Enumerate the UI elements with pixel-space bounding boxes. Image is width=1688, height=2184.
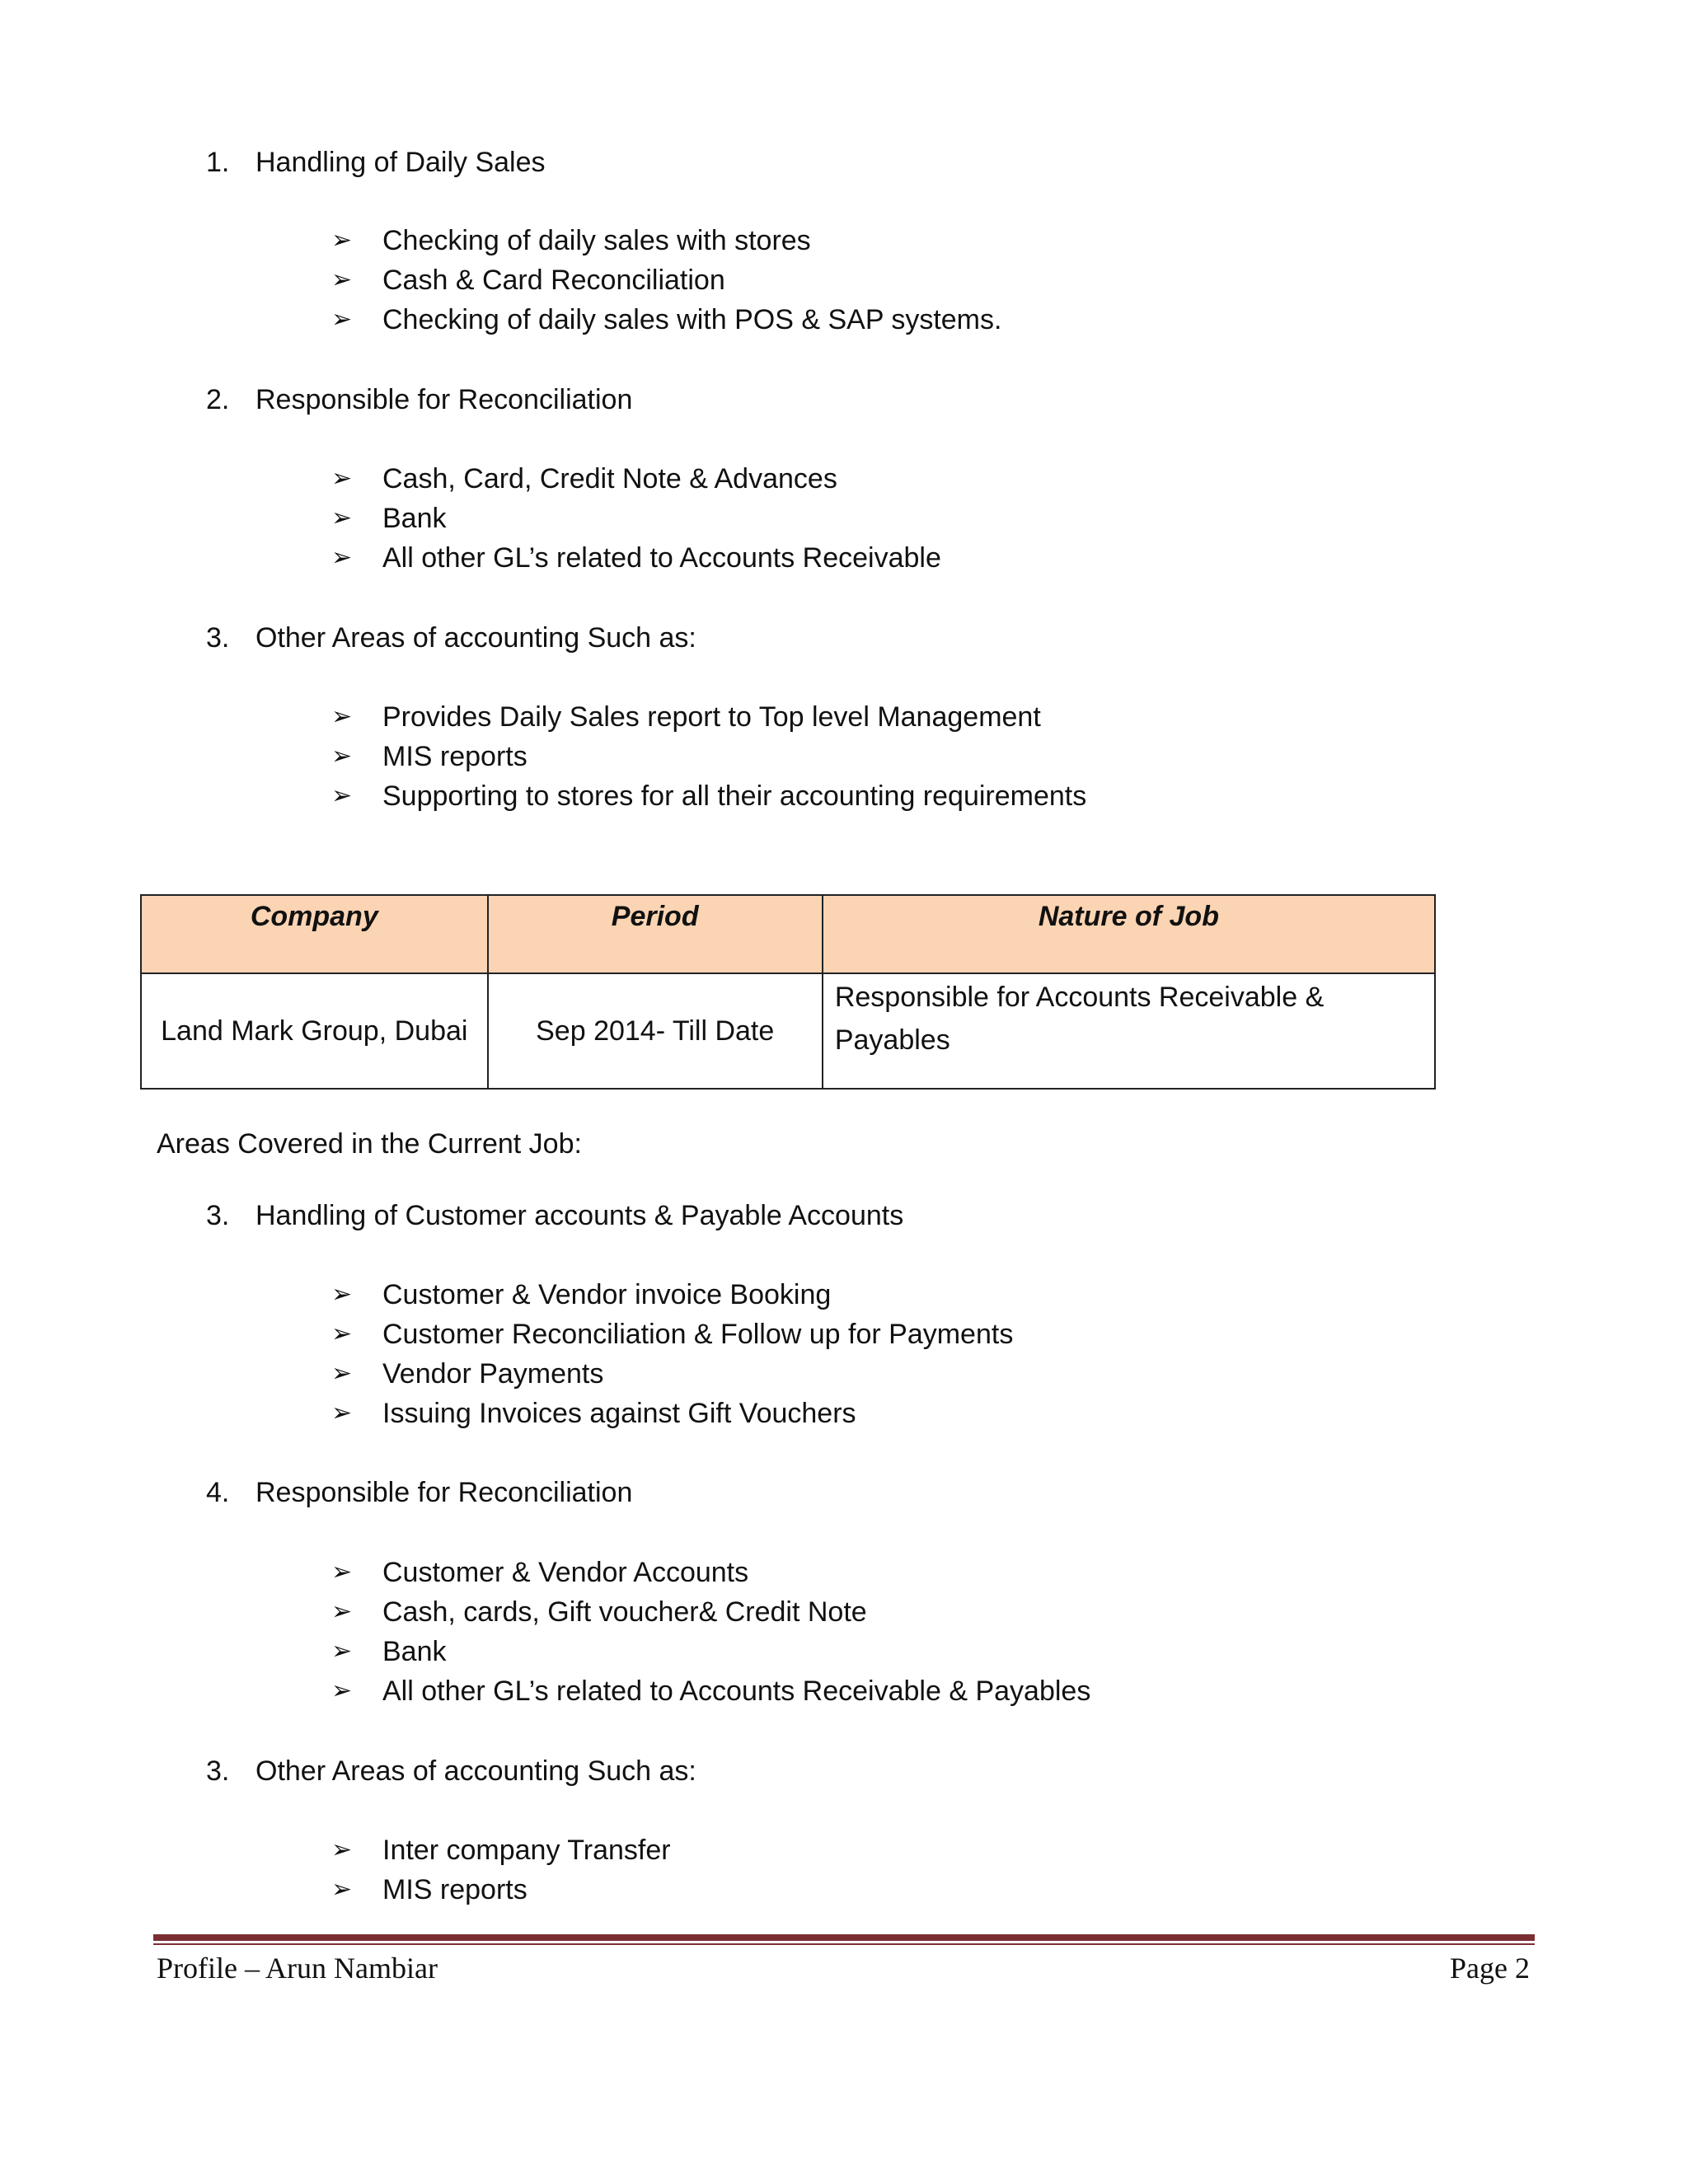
areas-covered-heading: Areas Covered in the Current Job:	[157, 1128, 582, 1160]
item-number: 2.	[206, 384, 230, 415]
arrow-bullet-icon: ➢	[331, 1677, 353, 1704]
arrow-bullet-icon: ➢	[331, 1836, 353, 1863]
footer-page-number: Page 2	[1450, 1952, 1530, 1985]
item-number: 1.	[206, 147, 230, 178]
arrow-bullet-icon: ➢	[331, 227, 353, 254]
numbered-heading	[206, 1755, 696, 1788]
item-title: Responsible for Reconciliation	[256, 384, 633, 415]
item-title: Handling of Customer accounts & Payable Accounts	[256, 1200, 904, 1231]
footer-rule	[153, 1934, 1535, 1941]
cell-nature	[823, 973, 1435, 1089]
arrow-bullet-icon: ➢	[331, 1320, 353, 1347]
arrow-bullet-icon: ➢	[331, 1360, 353, 1387]
nature-line: Responsible for Accounts Receivable &	[834, 982, 1325, 1013]
numbered-heading	[206, 383, 632, 416]
cell-company: Land Mark Group, Dubai	[141, 973, 488, 1089]
arrow-bullet-icon: ➢	[331, 266, 353, 293]
item-title: Handling of Daily Sales	[256, 147, 546, 178]
numbered-heading	[206, 1199, 903, 1232]
arrow-bullet-icon: ➢	[331, 306, 353, 333]
item-title: Responsible for Reconciliation	[256, 1477, 633, 1508]
item-title: Other Areas of accounting Such as:	[256, 622, 696, 654]
item-number: 4.	[206, 1477, 230, 1508]
footer-rule-thin	[153, 1943, 1535, 1945]
arrow-bullet-icon: ➢	[331, 465, 353, 492]
item-title: Other Areas of accounting Such as:	[256, 1755, 696, 1787]
item-number: 3.	[206, 1755, 230, 1787]
table-row	[141, 973, 1435, 1089]
numbered-heading	[206, 1476, 632, 1509]
column-header-period: Period	[488, 895, 823, 973]
footer-profile-name: Profile – Arun Nambiar	[157, 1952, 438, 1985]
numbered-heading	[206, 146, 546, 179]
arrow-bullet-icon: ➢	[331, 743, 353, 770]
arrow-bullet-icon: ➢	[331, 1399, 353, 1427]
arrow-bullet-icon: ➢	[331, 1558, 353, 1586]
job-table	[140, 894, 1436, 1090]
item-number: 3.	[206, 622, 230, 654]
arrow-bullet-icon: ➢	[331, 544, 353, 571]
arrow-bullet-icon: ➢	[331, 782, 353, 809]
table-header-row	[141, 895, 1435, 973]
nature-line: Payables	[834, 1024, 950, 1056]
arrow-bullet-icon: ➢	[331, 1598, 353, 1625]
arrow-bullet-icon: ➢	[331, 504, 353, 532]
numbered-heading	[206, 621, 696, 654]
column-header-company: Company	[141, 895, 488, 973]
cell-period: Sep 2014- Till Date	[488, 973, 823, 1089]
arrow-bullet-icon: ➢	[331, 703, 353, 730]
column-header-nature: Nature of Job	[823, 895, 1435, 973]
arrow-bullet-icon: ➢	[331, 1281, 353, 1308]
item-number: 3.	[206, 1200, 230, 1231]
arrow-bullet-icon: ➢	[331, 1638, 353, 1665]
document-page: 1. Handling of Daily Sales ➢ Checking of daily sales with stores ➢ Cash & Card Reconciliation ➢ Checking of daily sales with POS & SAP systems. 2. Responsible for Reconciliation ➢ Cash, Card, Credit Note & Advances ➢ Bank ➢ All other GL’s related to Accounts Receivable 3. Other Areas of accounting Such as: ➢ Provides Daily Sales report to Top level Management ➢ MIS reports ➢ Supporting to stores for all their accounting requirements Company Period Nature of Job Land Mark Group, Dubai Sep 2014- Till Date Responsible for Accounts Receivable & Payables Areas Covered in the Current Job: 3. Handling of Customer accounts & Payable Accounts ➢ Customer & Vendor invoice Booking ➢ Customer Reconciliation & Follow up for Payments ➢ Vendor Payments ➢ Issuing Invoices against Gift Vouchers 4. Responsible for Reconciliation ➢ Customer & Vendor Accounts ➢ Cash, cards, Gift voucher& Credit Note ➢ Bank ➢ All other GL’s related to Accounts Receivable & Payables 3. Other Areas of accounting Such as: ➢ Inter company Transfer ➢ MIS reports Profile – Arun Nambiar Page 2	[0, 0, 1688, 2184]
arrow-bullet-icon: ➢	[331, 1876, 353, 1903]
